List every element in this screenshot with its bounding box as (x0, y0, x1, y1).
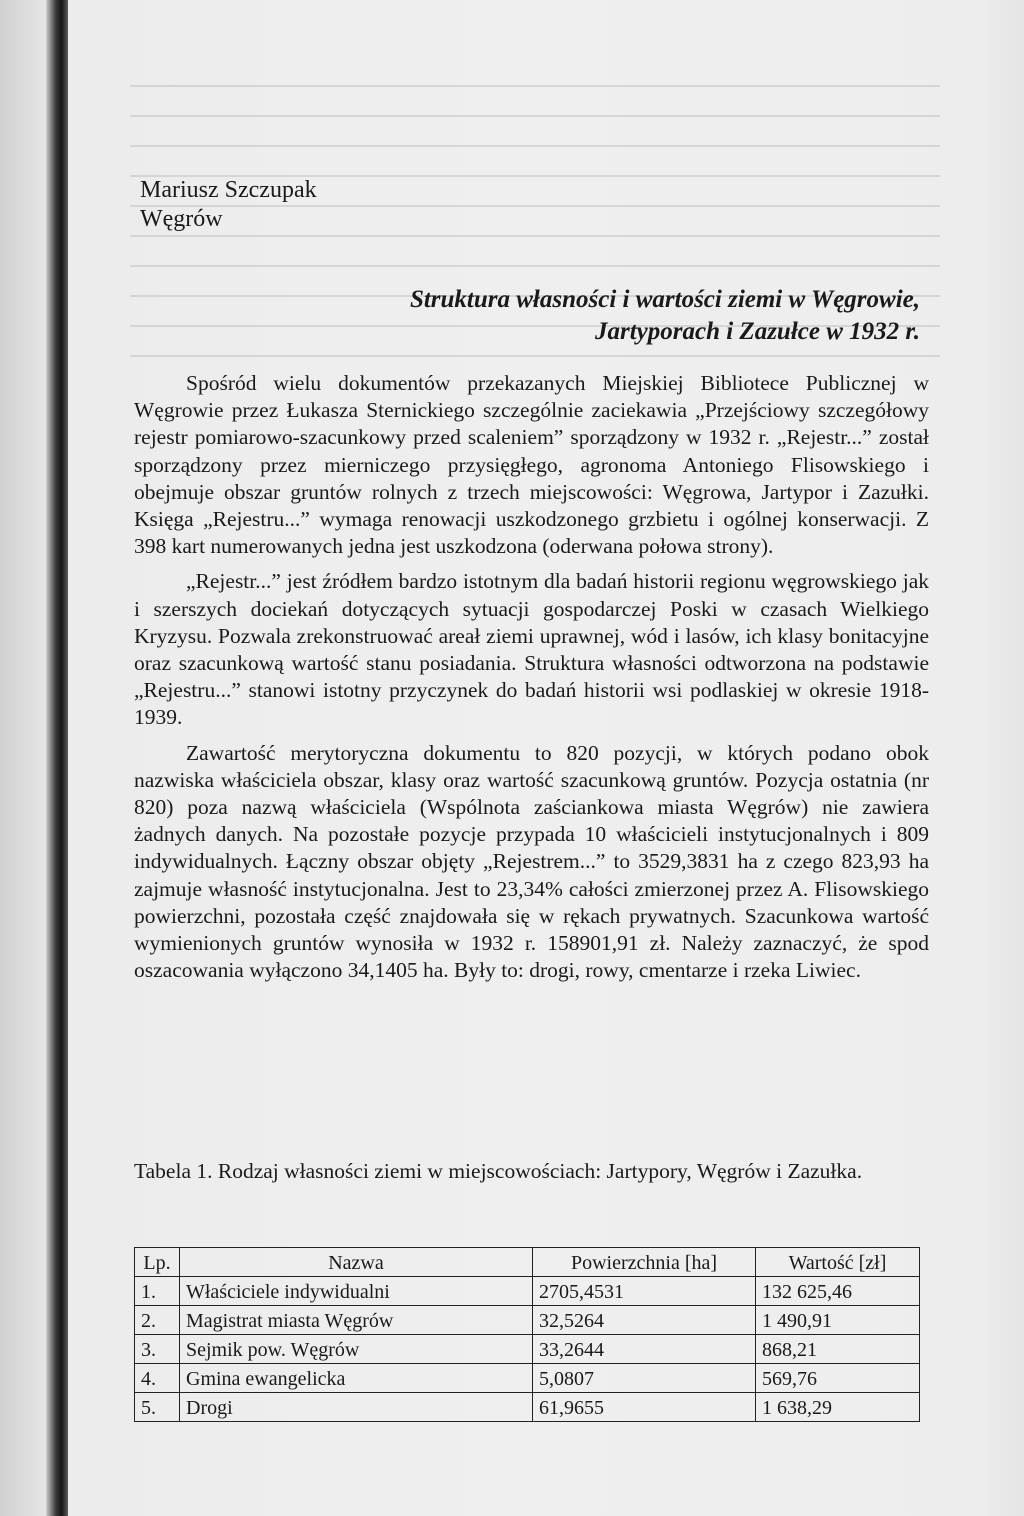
cell-lp: 5. (135, 1393, 180, 1422)
cell-lp: 1. (135, 1277, 180, 1306)
table-row (135, 1306, 920, 1335)
table-row (135, 1335, 920, 1364)
cell-value: 1 638,29 (756, 1393, 920, 1422)
paragraph: „Rejestr...” jest źródłem bardzo istotnym dla badań historii regionu węgrowskiego jak i szerszych dociekań dotyczących sytuacji gospodarczej Poski w czasach Wielkiego Kryzysu. Pozwala zrekonstruować areał ziemi uprawnej, wód i lasów, ich klasy bonitacyjne oraz szacunkową wartość stanu posiadania. Struktura własności odtworzona na podstawie „Rejestru...” stanowi istotny przyczynek do badań historii wsi podlaskiej w okresie 1918-1939. (134, 569, 929, 730)
cell-name: Magistrat miasta Węgrów (180, 1306, 533, 1335)
header-lp: Lp. (135, 1248, 180, 1277)
cell-area: 61,9655 (533, 1393, 756, 1422)
table-row (135, 1393, 920, 1422)
paragraph: Spośród wielu dokumentów przekazanych Miejskiej Bibliotece Publicznej w Węgrowie przez Łukasza Sternickiego szczególnie zaciekawia „Przejściowy szczegółowy rejestr pomiarowo-szacunkowy przed scaleniem” sporządzony w 1932 r. „Rejestr...” został sporządzony przez mierniczego przysięgłego, agronoma Antoniego Flisowskiego i obejmuje obszar gruntów rolnych z trzech miejscowości: Węgrowa, Jartypor i Zazułki. Księga „Rejestru...” wymaga renowacji uszkodzonego grzbietu i ogólnej konserwacji. Z 398 kart numerowanych jedna jest uszkodzona (oderwana połowa strony). (134, 371, 929, 559)
article-body (134, 370, 929, 992)
cell-name: Drogi (180, 1393, 533, 1422)
header-name: Nazwa (180, 1248, 533, 1277)
table-caption: Tabela 1. Rodzaj własności ziemi w miejscowościach: Jartypory, Węgrów i Zazułka. (134, 1159, 863, 1183)
cell-name: Właściciele indywidualni (180, 1277, 533, 1306)
cell-area: 2705,4531 (533, 1277, 756, 1306)
cell-area: 33,2644 (533, 1335, 756, 1364)
author-block (140, 176, 317, 234)
article-title (190, 284, 920, 348)
author-name: Mariusz Szczupak (140, 177, 317, 203)
paragraph: Zawartość merytoryczna dokumentu to 820 pozycji, w których podano obok nazwiska właściciela obszar, klasy oraz wartość szacunkową gruntów. Pozycja ostatnia (nr 820) poza nazwą właściciela (Wspólnota zaściankowa miasta Węgrów) nie zawiera żadnych danych. Na pozostałe pozycje przypada 10 właścicieli instytucjonalnych i 809 indywidualnych. Łączny obszar objęty „Rejestrem...” to 3529,3831 ha z czego 823,93 ha zajmuje własność instytucjonalna. Jest to 23,34% całości zmierzonej przez A. Flisowskiego powierzchni, pozostała część znajdowała się w rękach prywatnych. Szacunkowa wartość wymienionych gruntów wynosiła w 1932 r. 158901,91 zł. Należy zaznaczyć, że spod oszacowania wyłączono 34,1405 ha. Były to: drogi, rowy, cmentarze i rzeka Liwiec. (134, 740, 929, 983)
cell-lp: 3. (135, 1335, 180, 1364)
cell-lp: 2. (135, 1306, 180, 1335)
header-area: Powierzchnia [ha] (533, 1248, 756, 1277)
title-line-1: Struktura własności i wartości ziemi w Węgrowie, (409, 286, 920, 313)
cell-area: 32,5264 (533, 1306, 756, 1335)
table-header-row (135, 1248, 920, 1277)
cell-lp: 4. (135, 1364, 180, 1393)
cell-area: 5,0807 (533, 1364, 756, 1393)
facing-page-edge (0, 0, 46, 1516)
cell-value: 132 625,46 (756, 1277, 920, 1306)
author-place: Węgrów (140, 206, 223, 232)
cell-value: 569,76 (756, 1364, 920, 1393)
cell-value: 868,21 (756, 1335, 920, 1364)
title-line-2: Jartyporach i Zazułce w 1932 r. (594, 318, 920, 345)
cell-name: Sejmik pow. Węgrów (180, 1335, 533, 1364)
book-spine-shadow (46, 0, 68, 1516)
table-row (135, 1364, 920, 1393)
header-value: Wartość [zł] (756, 1248, 920, 1277)
ownership-table (134, 1247, 920, 1422)
cell-name: Gmina ewangelicka (180, 1364, 533, 1393)
table-row (135, 1277, 920, 1306)
cell-value: 1 490,91 (756, 1306, 920, 1335)
